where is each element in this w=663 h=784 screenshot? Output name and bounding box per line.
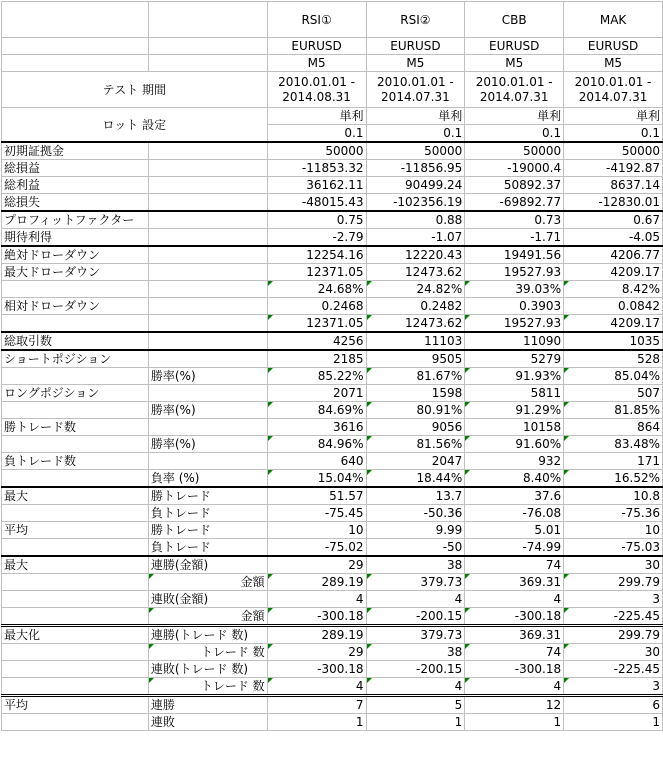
period-end: 2014.07.31 (381, 89, 450, 104)
value-cell: 4209.17 (564, 315, 663, 333)
row-sublabel (148, 453, 267, 470)
strategy-name: RSI① (267, 2, 366, 38)
value-cell: 12220.43 (366, 246, 465, 264)
value-cell: 11090 (465, 332, 564, 350)
value-cell: 8.40% (465, 470, 564, 488)
value-cell: 369.31 (465, 626, 564, 644)
value-cell: 85.04% (564, 368, 663, 385)
table-row (2, 470, 663, 488)
row-label (2, 402, 149, 419)
value-cell: 29 (267, 556, 366, 574)
test-period-row (2, 72, 663, 108)
value-cell: 8637.14 (564, 177, 663, 194)
row-label: 最大化 (2, 626, 149, 644)
value-cell: -11856.95 (366, 160, 465, 177)
row-label (2, 315, 149, 333)
table-row (2, 678, 663, 696)
table-row (2, 385, 663, 402)
period-start: 2010.01.01 - (475, 74, 553, 89)
row-sublabel (148, 194, 267, 212)
lot-type-row (2, 108, 663, 125)
value-cell: 74 (465, 556, 564, 574)
strategy-name-row (2, 2, 663, 38)
value-cell: -300.18 (267, 608, 366, 626)
value-cell: 0.73 (465, 211, 564, 229)
value-cell: 1 (267, 714, 366, 731)
row-sublabel (148, 281, 267, 298)
value-cell: 12371.05 (267, 264, 366, 281)
value-cell: -12830.01 (564, 194, 663, 212)
value-cell: -50.36 (366, 505, 465, 522)
row-label (2, 470, 149, 488)
table-row (2, 574, 663, 591)
value-cell: 7 (267, 696, 366, 714)
value-cell: 74 (465, 644, 564, 661)
period-cell (267, 72, 366, 108)
row-sublabel: 連敗(トレード 数) (148, 661, 267, 678)
value-cell: -69892.77 (465, 194, 564, 212)
table-row (2, 281, 663, 298)
lot-type-cell: 単利 (267, 108, 366, 125)
value-cell: 0.2468 (267, 298, 366, 315)
row-label: 平均 (2, 696, 149, 714)
table-row (2, 368, 663, 385)
table-row (2, 487, 663, 505)
value-cell: -19000.4 (465, 160, 564, 177)
timeframe-cell: M5 (366, 55, 465, 72)
row-sublabel (148, 177, 267, 194)
row-sublabel: 連勝(トレード 数) (148, 626, 267, 644)
row-label: 絶対ドローダウン (2, 246, 149, 264)
table-row (2, 608, 663, 626)
value-cell: 24.68% (267, 281, 366, 298)
period-start: 2010.01.01 - (574, 74, 652, 89)
value-cell: 3 (564, 591, 663, 608)
row-label: 最大ドローダウン (2, 264, 149, 281)
value-cell: 10 (267, 522, 366, 539)
table-row (2, 696, 663, 714)
value-cell: -300.18 (465, 661, 564, 678)
value-cell: 12 (465, 696, 564, 714)
stats-spreadsheet (1, 1, 663, 731)
value-cell: 0.0842 (564, 298, 663, 315)
table-row (2, 591, 663, 608)
value-cell: 289.19 (267, 574, 366, 591)
value-cell: -1.71 (465, 229, 564, 247)
value-cell: -4.05 (564, 229, 663, 247)
value-cell: -48015.43 (267, 194, 366, 212)
row-label (2, 539, 149, 557)
value-cell: 16.52% (564, 470, 663, 488)
row-label: 負トレード数 (2, 453, 149, 470)
row-label: 初期証拠金 (2, 142, 149, 160)
row-label (2, 714, 149, 731)
lot-type-cell: 単利 (465, 108, 564, 125)
value-cell: 51.57 (267, 487, 366, 505)
row-label: ショートポジション (2, 350, 149, 368)
table-row (2, 298, 663, 315)
table-row (2, 436, 663, 453)
value-cell: 5 (366, 696, 465, 714)
value-cell: 299.79 (564, 574, 663, 591)
table-row (2, 142, 663, 160)
value-cell: 4 (465, 591, 564, 608)
value-cell: -76.08 (465, 505, 564, 522)
value-cell: 12371.05 (267, 315, 366, 333)
value-cell: 81.67% (366, 368, 465, 385)
value-cell: 379.73 (366, 574, 465, 591)
value-cell: 50892.37 (465, 177, 564, 194)
value-cell: 19527.93 (465, 315, 564, 333)
value-cell: 3 (564, 678, 663, 696)
table-row (2, 160, 663, 177)
row-label (2, 505, 149, 522)
table-row (2, 229, 663, 247)
table-row (2, 453, 663, 470)
row-sublabel: トレード 数 (148, 644, 267, 661)
symbol-cell: EURUSD (465, 38, 564, 55)
row-sublabel: 連勝(金額) (148, 556, 267, 574)
value-cell: 9056 (366, 419, 465, 436)
value-cell: 91.29% (465, 402, 564, 419)
value-cell: 4 (465, 678, 564, 696)
row-sublabel (148, 315, 267, 333)
table-row (2, 626, 663, 644)
value-cell: 39.03% (465, 281, 564, 298)
value-cell: 5811 (465, 385, 564, 402)
value-cell: 13.7 (366, 487, 465, 505)
table-row (2, 661, 663, 678)
value-cell: 19491.56 (465, 246, 564, 264)
symbol-row (2, 38, 663, 55)
row-sublabel: 負率 (%) (148, 470, 267, 488)
value-cell: 1598 (366, 385, 465, 402)
row-sublabel (148, 229, 267, 247)
value-cell: 91.60% (465, 436, 564, 453)
value-cell: 2071 (267, 385, 366, 402)
value-cell: 80.91% (366, 402, 465, 419)
row-label (2, 281, 149, 298)
row-label (2, 436, 149, 453)
value-cell: 30 (564, 556, 663, 574)
value-cell: 83.48% (564, 436, 663, 453)
row-sublabel: 勝率(%) (148, 368, 267, 385)
row-label: 最大 (2, 556, 149, 574)
value-cell: 4 (267, 591, 366, 608)
table-row (2, 264, 663, 281)
strategy-name: RSI② (366, 2, 465, 38)
row-sublabel (148, 246, 267, 264)
row-sublabel (148, 332, 267, 350)
lot-size-cell: 0.1 (267, 125, 366, 143)
value-cell: 9.99 (366, 522, 465, 539)
corner-cell (2, 2, 149, 38)
row-label: 最大 (2, 487, 149, 505)
value-cell: 1 (465, 714, 564, 731)
table-row (2, 419, 663, 436)
value-cell: 0.3903 (465, 298, 564, 315)
table-row (2, 539, 663, 557)
value-cell: -300.18 (267, 661, 366, 678)
symbol-cell: EURUSD (564, 38, 663, 55)
value-cell: 38 (366, 556, 465, 574)
table-row (2, 556, 663, 574)
value-cell: 38 (366, 644, 465, 661)
value-cell: 932 (465, 453, 564, 470)
lot-size-cell: 0.1 (366, 125, 465, 143)
value-cell: 50000 (366, 142, 465, 160)
value-cell: 4 (366, 591, 465, 608)
value-cell: -4192.87 (564, 160, 663, 177)
row-sublabel: 負トレード (148, 539, 267, 557)
row-sublabel (148, 385, 267, 402)
value-cell: 37.6 (465, 487, 564, 505)
strategy-name: MAK (564, 2, 663, 38)
value-cell: 12473.62 (366, 264, 465, 281)
value-cell: 81.85% (564, 402, 663, 419)
row-label: 総損失 (2, 194, 149, 212)
value-cell: -75.36 (564, 505, 663, 522)
value-cell: 10 (564, 522, 663, 539)
row-sublabel: 勝率(%) (148, 436, 267, 453)
value-cell: 171 (564, 453, 663, 470)
row-sublabel (148, 160, 267, 177)
value-cell: 18.44% (366, 470, 465, 488)
value-cell: 15.04% (267, 470, 366, 488)
lot-size-cell: 0.1 (564, 125, 663, 143)
table-row (2, 350, 663, 368)
row-sublabel: 金額 (148, 574, 267, 591)
symbol-cell: EURUSD (267, 38, 366, 55)
value-cell: 3616 (267, 419, 366, 436)
value-cell: -75.45 (267, 505, 366, 522)
value-cell: 5279 (465, 350, 564, 368)
row-label: 総取引数 (2, 332, 149, 350)
value-cell: 29 (267, 644, 366, 661)
table-row (2, 332, 663, 350)
row-label (2, 574, 149, 591)
period-start: 2010.01.01 - (278, 74, 356, 89)
row-sublabel: 負トレード (148, 505, 267, 522)
lot-type-cell: 単利 (564, 108, 663, 125)
timeframe-row (2, 55, 663, 72)
value-cell: 84.96% (267, 436, 366, 453)
period-start: 2010.01.01 - (376, 74, 454, 89)
value-cell: 10.8 (564, 487, 663, 505)
row-label: 期待利得 (2, 229, 149, 247)
row-sublabel (148, 419, 267, 436)
table-row (2, 315, 663, 333)
row-sublabel (148, 211, 267, 229)
row-label: 総利益 (2, 177, 149, 194)
value-cell: 81.56% (366, 436, 465, 453)
value-cell: -1.07 (366, 229, 465, 247)
row-label (2, 678, 149, 696)
value-cell: -50 (366, 539, 465, 557)
lot-type-cell: 単利 (366, 108, 465, 125)
value-cell: 1 (366, 714, 465, 731)
row-label: 総損益 (2, 160, 149, 177)
value-cell: 1035 (564, 332, 663, 350)
value-cell: 36162.11 (267, 177, 366, 194)
value-cell: 0.2482 (366, 298, 465, 315)
row-sublabel: 連勝 (148, 696, 267, 714)
symbol-cell: EURUSD (366, 38, 465, 55)
row-sublabel (148, 298, 267, 315)
value-cell: -225.45 (564, 661, 663, 678)
value-cell: 19527.93 (465, 264, 564, 281)
table-row (2, 714, 663, 731)
row-sublabel: 勝トレード (148, 487, 267, 505)
value-cell: 379.73 (366, 626, 465, 644)
row-sublabel: 勝率(%) (148, 402, 267, 419)
value-cell: 4209.17 (564, 264, 663, 281)
period-end: 2014.07.31 (479, 89, 549, 104)
row-sublabel: 連敗 (148, 714, 267, 731)
row-label: 平均 (2, 522, 149, 539)
value-cell: 24.82% (366, 281, 465, 298)
value-cell: 369.31 (465, 574, 564, 591)
value-cell: 4256 (267, 332, 366, 350)
value-cell: 50000 (267, 142, 366, 160)
row-sublabel: 金額 (148, 608, 267, 626)
value-cell: -200.15 (366, 661, 465, 678)
value-cell: 864 (564, 419, 663, 436)
value-cell: 84.69% (267, 402, 366, 419)
row-label (2, 608, 149, 626)
row-label (2, 368, 149, 385)
value-cell: -11853.32 (267, 160, 366, 177)
value-cell: 10158 (465, 419, 564, 436)
value-cell: -102356.19 (366, 194, 465, 212)
value-cell: -74.99 (465, 539, 564, 557)
value-cell: 0.75 (267, 211, 366, 229)
period-cell (465, 72, 564, 108)
value-cell: -300.18 (465, 608, 564, 626)
row-label: 相対ドローダウン (2, 298, 149, 315)
value-cell: -200.15 (366, 608, 465, 626)
value-cell: 50000 (564, 142, 663, 160)
row-sublabel (148, 350, 267, 368)
table-row (2, 402, 663, 419)
value-cell: 1 (564, 714, 663, 731)
strategy-name: CBB (465, 2, 564, 38)
value-cell: -75.03 (564, 539, 663, 557)
value-cell: 85.22% (267, 368, 366, 385)
value-cell: 12473.62 (366, 315, 465, 333)
lot-setting-label: ロット 設定 (2, 108, 268, 143)
row-label: 勝トレード数 (2, 419, 149, 436)
value-cell: 12254.16 (267, 246, 366, 264)
value-cell: 2185 (267, 350, 366, 368)
table-row (2, 177, 663, 194)
timeframe-cell: M5 (564, 55, 663, 72)
table-row (2, 211, 663, 229)
period-cell (564, 72, 663, 108)
table-row (2, 644, 663, 661)
value-cell: 90499.24 (366, 177, 465, 194)
value-cell: 6 (564, 696, 663, 714)
value-cell: -225.45 (564, 608, 663, 626)
value-cell: 528 (564, 350, 663, 368)
row-sublabel: トレード 数 (148, 678, 267, 696)
row-label: ロングポジション (2, 385, 149, 402)
value-cell: 9505 (366, 350, 465, 368)
value-cell: 4 (267, 678, 366, 696)
row-sublabel (148, 264, 267, 281)
period-end: 2014.08.31 (282, 89, 351, 104)
row-label: プロフィットファクター (2, 211, 149, 229)
value-cell: 8.42% (564, 281, 663, 298)
value-cell: -2.79 (267, 229, 366, 247)
value-cell: 11103 (366, 332, 465, 350)
value-cell: 4 (366, 678, 465, 696)
test-period-label: テスト 期間 (2, 72, 268, 108)
value-cell: -75.02 (267, 539, 366, 557)
value-cell: 5.01 (465, 522, 564, 539)
table-row (2, 522, 663, 539)
value-cell: 30 (564, 644, 663, 661)
value-cell: 50000 (465, 142, 564, 160)
value-cell: 289.19 (267, 626, 366, 644)
lot-size-cell: 0.1 (465, 125, 564, 143)
table-row (2, 246, 663, 264)
value-cell: 4206.77 (564, 246, 663, 264)
value-cell: 0.67 (564, 211, 663, 229)
row-sublabel (148, 142, 267, 160)
period-end: 2014.07.31 (578, 89, 648, 104)
row-label (2, 591, 149, 608)
value-cell: 91.93% (465, 368, 564, 385)
period-cell (366, 72, 465, 108)
value-cell: 299.79 (564, 626, 663, 644)
value-cell: 2047 (366, 453, 465, 470)
timeframe-cell: M5 (465, 55, 564, 72)
row-sublabel: 連敗(金額) (148, 591, 267, 608)
value-cell: 507 (564, 385, 663, 402)
row-label (2, 644, 149, 661)
value-cell: 0.88 (366, 211, 465, 229)
table-row (2, 505, 663, 522)
table-row (2, 194, 663, 212)
row-label (2, 661, 149, 678)
value-cell: 640 (267, 453, 366, 470)
row-sublabel: 勝トレード (148, 522, 267, 539)
timeframe-cell: M5 (267, 55, 366, 72)
